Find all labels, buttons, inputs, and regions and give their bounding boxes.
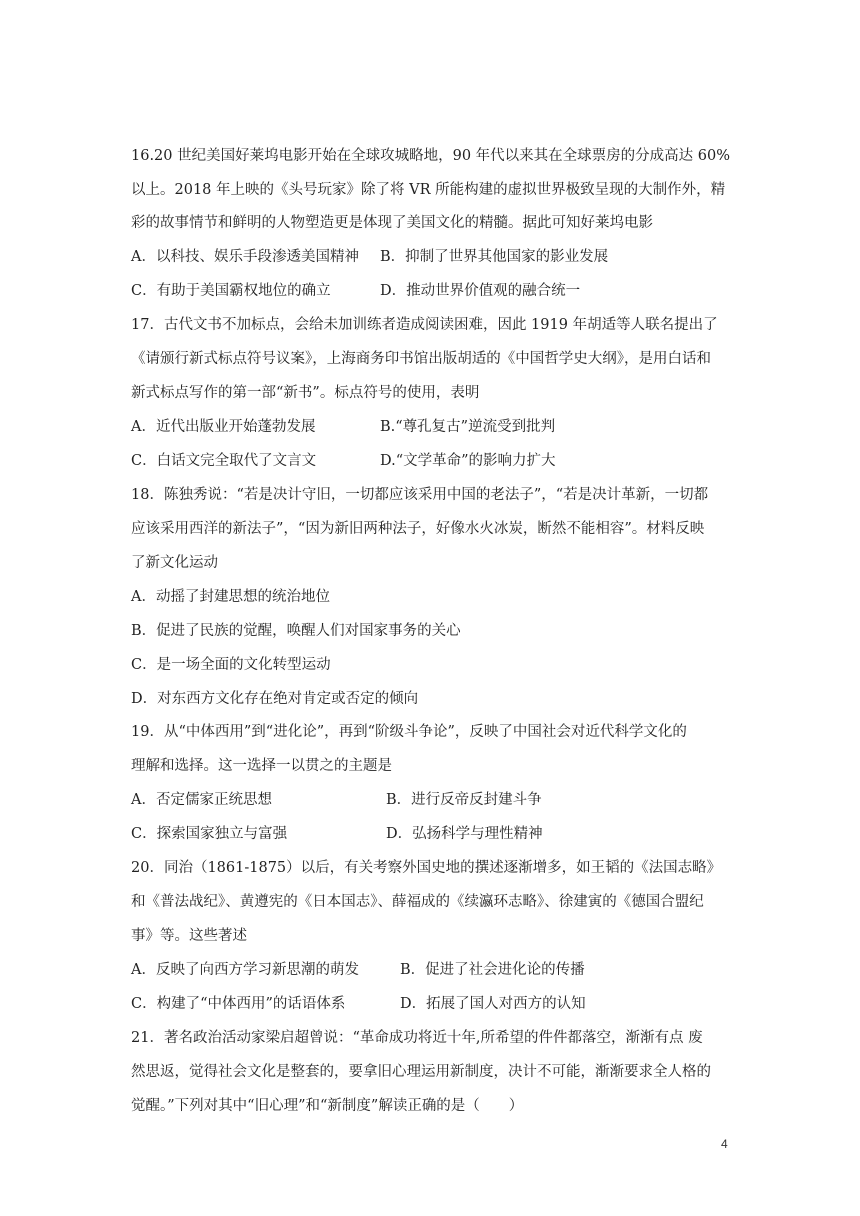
q18-option-b: B．促进了民族的觉醒，唤醒人们对国家事务的关心 (131, 623, 461, 639)
q18-stem-line-2: 应该采用西洋的新法子”，“因为新旧两种法子，好像水火冰炭，断然不能相容”。材料反映 (131, 521, 705, 537)
q16-stem-line-2: 以上。2018 年上映的《头号玩家》除了将 VR 所能构建的虚拟世界极致呈现的大制作外，精 (131, 182, 726, 198)
q21-stem-line-1: 21．著名政治活动家梁启超曾说：“革命成功将近十年,所希望的件件都落空，渐渐有点 废 (131, 1030, 703, 1046)
q17-stem-line-1: 17．古代文书不加标点，会给未加训练者造成阅读困难，因此 1919 年胡适等人联名提出了 (131, 317, 718, 333)
q16-option-d: D．推动世界价值观的融合统一 (380, 283, 581, 299)
q17-option-d: D.“文学革命”的影响力扩大 (380, 453, 556, 469)
q18-option-d: D．对东西方文化存在绝对肯定或否定的倾向 (131, 691, 419, 707)
q17-option-b: B.“尊孔复古”逆流受到批判 (380, 419, 556, 435)
q17-option-row-2 (131, 451, 731, 471)
q19-option-row-2 (131, 824, 731, 844)
q17-option-c: C．白话文完全取代了文言文 (131, 453, 317, 469)
q17-stem-line-2: 《请颁行新式标点符号议案》，上海商务印书馆出版胡适的《中国哲学史大纲》，是用白话和 (131, 351, 711, 367)
q21-stem-line-3: 觉醒。”下列对其中“旧心理”和“新制度”解读正确的是（ ） (131, 1098, 524, 1114)
q20-option-c: C．构建了“中体西用”的话语体系 (131, 996, 346, 1012)
q19-option-c: C．探索国家独立与富强 (131, 826, 288, 842)
q19-stem-line-1: 19．从“中体西用”到“进化论”，再到“阶级斗争论”，反映了中国社会对近代科学文化的 (131, 724, 687, 740)
q16-option-b: B．抑制了世界其他国家的影业发展 (380, 249, 609, 265)
q20-stem-line-1: 20．同治（1861-1875）以后，有关考察外国史地的撰述逐渐增多，如王韬的《法国志略》 (131, 860, 722, 876)
q16-option-c: C．有助于美国霸权地位的确立 (131, 283, 331, 299)
q18-option-a: A．动摇了封建思想的统治地位 (131, 589, 330, 605)
q19-option-a: A．否定儒家正统思想 (131, 792, 272, 808)
q18-stem-line-3: 了新文化运动 (131, 555, 218, 571)
q20-option-d: D．拓展了国人对西方的认知 (400, 996, 586, 1012)
q16-stem-line-1: 16.20 世纪美国好莱坞电影开始在全球攻城略地，90 年代以来其在全球票房的分成高达 60% (131, 148, 731, 164)
q19-option-row-1 (131, 790, 731, 810)
q18-stem-line-1: 18．陈独秀说：“若是决计守旧，一切都应该采用中国的老法子”，“若是决计革新，一切都 (131, 487, 709, 503)
q19-stem-line-2: 理解和选择。这一选择一以贯之的主题是 (131, 758, 392, 774)
q19-option-b: B．进行反帝反封建斗争 (386, 792, 542, 808)
q20-option-row-2 (131, 994, 731, 1014)
q17-option-row-1 (131, 417, 731, 437)
q17-option-a: A．近代出版业开始蓬勃发展 (131, 419, 316, 435)
q16-option-row-2 (131, 281, 731, 301)
q20-option-row-1 (131, 960, 731, 980)
q19-option-d: D．弘扬科学与理性精神 (386, 826, 543, 842)
q16-option-a: A．以科技、娱乐手段渗透美国精神 (131, 249, 359, 265)
q20-option-a: A．反映了向西方学习新思潮的萌发 (131, 962, 359, 978)
q21-stem-line-2: 然思返，觉得社会文化是整套的，要拿旧心理运用新制度，决计不可能，渐渐要求全人格的 (131, 1064, 711, 1080)
q17-stem-line-3: 新式标点写作的第一部“新书”。标点符号的使用，表明 (131, 385, 480, 401)
q18-option-c: C．是一场全面的文化转型运动 (131, 657, 331, 673)
q16-stem-line-3: 彩的故事情节和鲜明的人物塑造更是体现了美国文化的精髓。据此可知好莱坞电影 (131, 215, 653, 231)
q20-option-b: B．促进了社会进化论的传播 (400, 962, 585, 978)
q20-stem-line-2: 和《普法战纪》、黄遵宪的《日本国志》、薛福成的《续瀛环志略》、徐建寅的《德国合盟纪 (131, 894, 704, 910)
page-number: 4 (721, 1137, 728, 1151)
q20-stem-line-3: 事》等。这些著述 (131, 928, 247, 944)
q16-option-row-1 (131, 247, 731, 267)
